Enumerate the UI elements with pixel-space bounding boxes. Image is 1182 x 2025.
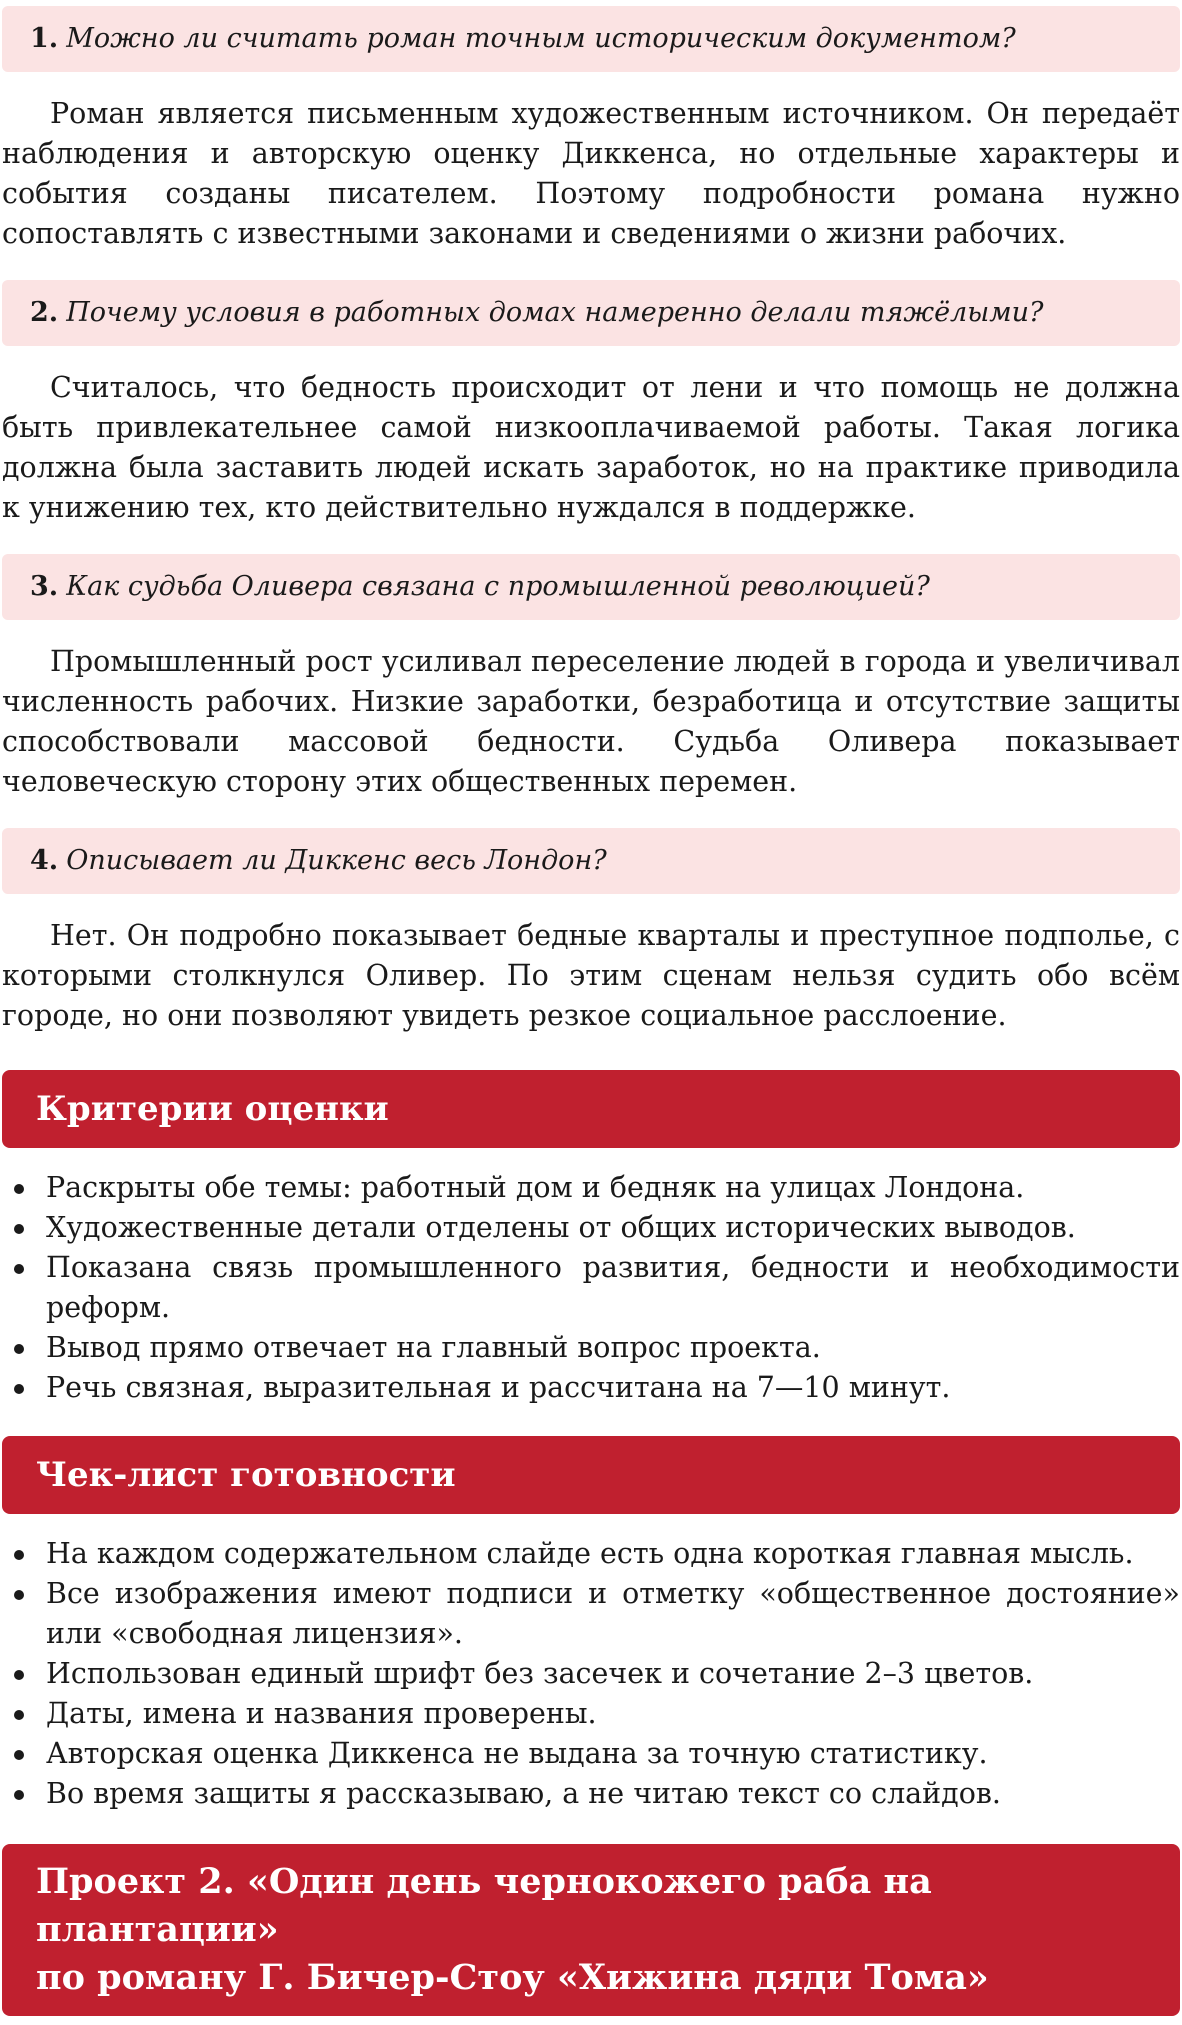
checklist-header: Чек-лист готовности <box>2 1436 1180 1514</box>
list-item: Все изображения имеют подписи и отметку «общественное достояние» или «свободная лицензия». <box>2 1574 1180 1654</box>
bullet-icon <box>14 1264 24 1274</box>
question-number: 1. <box>30 23 59 54</box>
list-item: Даты, имена и названия проверены. <box>2 1694 1180 1734</box>
list-item: Авторская оценка Диккенса не выдана за точную статистику. <box>2 1734 1180 1774</box>
bullet-icon <box>14 1184 24 1194</box>
list-item: Вывод прямо отвечает на главный вопрос проекта. <box>2 1328 1180 1368</box>
question-text: Описывает ли Диккенс весь Лондон? <box>66 845 607 876</box>
criteria-header: Критерии оценки <box>2 1070 1180 1148</box>
checklist-list <box>2 1534 1180 1814</box>
list-item: На каждом содержательном слайде есть одна короткая главная мысль. <box>2 1534 1180 1574</box>
answer-3: Промышленный рост усиливал переселение людей в города и увеличивал численность рабочих. Низкие заработки, безработица и отсутствие защиты способствовали массовой бедности. Судьба Оливера показывает человеческую сторону этих общественных перемен. <box>2 645 1180 798</box>
question-4 <box>2 828 1180 894</box>
bullet-icon <box>14 1670 24 1680</box>
answer-1: Роман является письменным художественным источником. Он передаёт наблюдения и авторскую оценку Диккенса, но отдельные характеры и события созданы писателем. Поэтому подробности романа нужно сопоставлять с известными законами и сведениями о жизни рабочих. <box>2 97 1180 250</box>
question-text: Почему условия в работных домах намеренно делали тяжёлыми? <box>66 297 1044 328</box>
answer-4: Нет. Он подробно показывает бедные кварталы и преступное подполье, с которыми столкнулся Оливер. По этим сценам нельзя судить обо всём городе, но они позволяют увидеть резкое социальное расслоение. <box>2 919 1180 1032</box>
project-title-line2: по роману Г. Бичер-Стоу «Хижина дяди Тома» <box>36 1957 989 1998</box>
bullet-icon <box>14 1384 24 1394</box>
question-text: Как судьба Оливера связана с промышленной революцией? <box>66 571 930 602</box>
bullet-icon <box>14 1750 24 1760</box>
question-2 <box>2 280 1180 346</box>
bullet-icon <box>14 1344 24 1354</box>
project-title-line1: Проект 2. «Один день чернокожего раба на плантации» <box>36 1861 932 1950</box>
list-item: Речь связная, выразительная и рассчитана на 7—10 минут. <box>2 1368 1180 1408</box>
question-3 <box>2 554 1180 620</box>
list-item: Раскрыты обе темы: работный дом и бедняк на улицах Лондона. <box>2 1168 1180 1208</box>
question-number: 2. <box>30 297 59 328</box>
bullet-icon <box>14 1590 24 1600</box>
question-1 <box>2 6 1180 72</box>
question-text: Можно ли считать роман точным историческим документом? <box>66 23 1016 54</box>
question-number: 4. <box>30 845 59 876</box>
bullet-icon <box>14 1710 24 1720</box>
project-title <box>2 1844 1180 2016</box>
bullet-icon <box>14 1790 24 1800</box>
list-item: Художественные детали отделены от общих исторических выводов. <box>2 1208 1180 1248</box>
bullet-icon <box>14 1550 24 1560</box>
list-item: Во время защиты я рассказываю, а не читаю текст со слайдов. <box>2 1774 1180 1814</box>
list-item: Показана связь промышленного развития, бедности и необходимости реформ. <box>2 1248 1180 1328</box>
bullet-icon <box>14 1224 24 1234</box>
list-item: Использован единый шрифт без засечек и сочетание 2–3 цветов. <box>2 1654 1180 1694</box>
question-number: 3. <box>30 571 59 602</box>
criteria-list <box>2 1168 1180 1408</box>
answer-2: Считалось, что бедность происходит от лени и что помощь не должна быть привлекательнее самой низкооплачиваемой работы. Такая логика должна была заставить людей искать заработок, но на практике приводила к унижению тех, кто действительно нуждался в поддержке. <box>2 371 1180 524</box>
